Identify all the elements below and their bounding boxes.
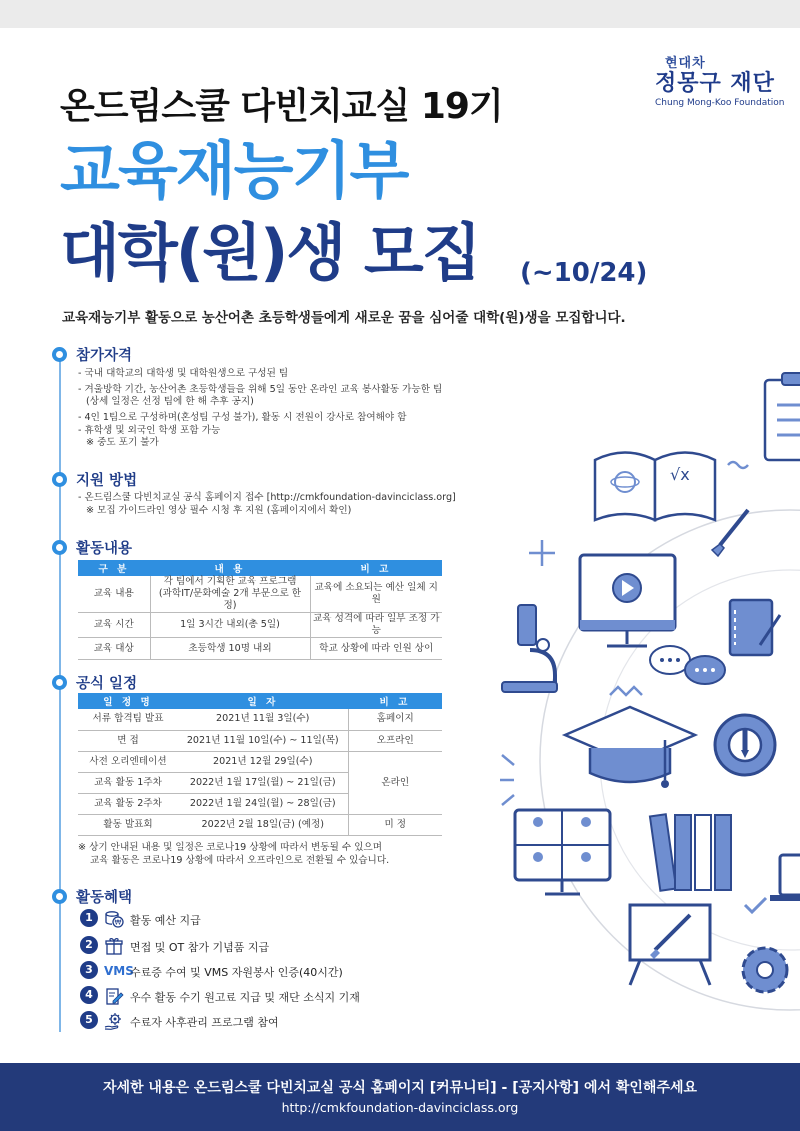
video-conference-icon bbox=[515, 810, 610, 894]
section-dot-icon bbox=[52, 472, 67, 487]
wave-decor bbox=[728, 462, 748, 468]
benefit-text: 활동 예산 지급 bbox=[130, 914, 201, 927]
section-title: 공식 일정 bbox=[76, 676, 138, 692]
section-title: 지원 방법 bbox=[76, 473, 138, 489]
graduation-cap-icon bbox=[565, 707, 695, 788]
table-cell: 면 접 bbox=[78, 730, 178, 751]
eligibility-item: - 4인 1팀으로 구성하며(혼성팀 구성 불가), 활동 시 전원이 강사로 참여해야 함 bbox=[78, 412, 407, 423]
eligibility-item: (상세 일정은 선정 팀에 한 해 추후 공지) bbox=[86, 396, 254, 407]
top-band bbox=[0, 0, 800, 28]
table-row bbox=[78, 730, 442, 751]
notebook-icon bbox=[730, 600, 780, 655]
section-title: 활동혜택 bbox=[76, 890, 133, 906]
table-cell: 오프라인 bbox=[348, 730, 442, 751]
vms-label: VMS bbox=[104, 964, 134, 978]
table-cell: 교육 대상 bbox=[78, 638, 150, 660]
eligibility-item: - 국내 대학교의 대학생 및 대학원생으로 구성된 팀 bbox=[78, 368, 289, 379]
apply-item: - 온드림스쿨 다빈치교실 공식 홈페이지 접수 [http://cmkfoundation-davinciclass.org] bbox=[78, 492, 456, 503]
apply-item: ※ 모집 가이드라인 영상 필수 시청 후 지원 (홈페이지에서 확인) bbox=[86, 505, 352, 516]
education-illustration bbox=[490, 360, 800, 1060]
schedule-table bbox=[78, 693, 442, 836]
table-cell: 사전 오리엔테이션 bbox=[78, 751, 178, 772]
foundation-logo bbox=[655, 52, 784, 108]
benefit-text: 면접 및 OT 참가 기념품 지급 bbox=[130, 941, 270, 954]
logo-line1: 현대차 bbox=[665, 56, 706, 71]
settings-gear-pencil-icon bbox=[715, 715, 775, 775]
benefit-number: 4 bbox=[80, 986, 98, 1004]
benefit-number: 5 bbox=[80, 1011, 98, 1029]
table-cell: 교육 성격에 따라 일부 조정 가능 bbox=[310, 613, 442, 638]
gear-icon bbox=[743, 948, 787, 992]
open-book-icon bbox=[595, 453, 715, 521]
deadline: (~10/24) bbox=[520, 258, 648, 288]
table-cell: 교육에 소요되는 예산 일체 지원 bbox=[310, 576, 442, 613]
schedule-note: 교육 활동은 코로나19 상황에 따라서 오프라인으로 전환될 수 있습니다. bbox=[90, 855, 390, 866]
headline-main-2: 대학(원)생 모집 bbox=[60, 216, 480, 289]
table-cell: 교육 시간 bbox=[78, 613, 150, 638]
easel-board-icon bbox=[630, 905, 710, 985]
money-coins-icon bbox=[104, 909, 124, 929]
edit-note-icon bbox=[104, 986, 124, 1006]
zigzag-decor bbox=[610, 687, 642, 695]
activity-table bbox=[78, 560, 442, 660]
table-cell: 2021년 12월 29일(수) bbox=[178, 751, 348, 772]
table-cell: 교육 활동 2주차 bbox=[78, 793, 178, 814]
table-row bbox=[78, 613, 442, 638]
table-header: 비 고 bbox=[348, 693, 442, 709]
benefit-text: 우수 활동 수기 원고료 지급 및 재단 소식지 기재 bbox=[130, 991, 360, 1004]
table-cell: 초등학생 10명 내외 bbox=[150, 638, 310, 660]
eligibility-item: - 겨울방학 기간, 농산어촌 초등학생들을 위해 5일 동안 온라인 교육 봉사활동 가능한 팀 bbox=[78, 384, 443, 395]
table-cell: 2022년 1월 17일(월) ~ 21일(금) bbox=[178, 772, 348, 793]
table-cell: 2021년 11월 10일(수) ~ 11일(목) bbox=[178, 730, 348, 751]
table-cell: 홈페이지 bbox=[348, 709, 442, 730]
benefit-text: 수료자 사후관리 프로그램 참여 bbox=[130, 1016, 279, 1029]
section-dot-icon bbox=[52, 347, 67, 362]
table-row bbox=[78, 576, 442, 613]
section-dot-icon bbox=[52, 540, 67, 555]
logo-line2: 정몽구 재단 bbox=[655, 71, 775, 96]
table-header-row bbox=[78, 560, 442, 576]
footer-notice: 자세한 내용은 온드림스쿨 다빈치교실 공식 홈페이지 [커뮤니티] - [공지사항] 에서 확인해주세요 bbox=[102, 1080, 698, 1096]
section-title: 참가자격 bbox=[76, 348, 133, 364]
program-name: 온드림스쿨 다빈치교실 19기 bbox=[60, 86, 503, 127]
table-cell bbox=[150, 576, 310, 613]
schedule-note: ※ 상기 안내된 내용 및 일정은 코로나19 상황에 따라서 변동될 수 있으며 bbox=[78, 842, 383, 853]
table-cell: 교육 내용 bbox=[78, 576, 150, 613]
gift-icon bbox=[104, 936, 124, 956]
table-cell: 온라인 bbox=[348, 751, 442, 814]
footer-url: http://cmkfoundation-davinciclass.org bbox=[281, 1100, 519, 1115]
cell-line: 각 팀에서 기획한 교육 프로그램 bbox=[163, 576, 297, 587]
video-monitor-icon bbox=[580, 555, 675, 646]
clipboard-icon bbox=[765, 373, 800, 460]
table-cell: 활동 발표회 bbox=[78, 814, 178, 835]
table-cell: 1일 3시간 내외(총 5일) bbox=[150, 613, 310, 638]
table-row bbox=[78, 751, 442, 772]
table-cell: 2022년 1월 24일(월) ~ 28일(금) bbox=[178, 793, 348, 814]
care-gear-icon bbox=[104, 1011, 124, 1031]
microscope-icon bbox=[502, 605, 557, 692]
table-cell: 학교 상황에 따라 인원 상이 bbox=[310, 638, 442, 660]
table-row bbox=[78, 709, 442, 730]
benefit-number: 2 bbox=[80, 936, 98, 954]
table-header: 일 자 bbox=[178, 693, 348, 709]
plus-decor bbox=[529, 540, 555, 566]
eligibility-item: ※ 중도 포기 불가 bbox=[86, 437, 159, 448]
table-cell: 미 정 bbox=[348, 814, 442, 835]
table-cell: 2022년 2월 18일(금) (예정) bbox=[178, 814, 348, 835]
section-dot-icon bbox=[52, 675, 67, 690]
table-header: 일 정 명 bbox=[78, 693, 178, 709]
books-icon bbox=[650, 814, 731, 890]
benefit-number: 3 bbox=[80, 961, 98, 979]
headline-main-1: 교육재능기부 bbox=[60, 134, 408, 207]
cell-line: (과학IT/문화예술 2개 부문으로 한정) bbox=[158, 588, 302, 611]
table-cell: 서류 합격팀 발표 bbox=[78, 709, 178, 730]
table-row bbox=[78, 814, 442, 835]
table-cell: 2021년 11월 3일(수) bbox=[178, 709, 348, 730]
logo-line3: Chung Mong-Koo Foundation bbox=[655, 98, 785, 108]
footer-banner bbox=[0, 1063, 800, 1131]
laptop-icon bbox=[770, 855, 800, 901]
table-header: 내 용 bbox=[150, 560, 310, 576]
table-header: 구 분 bbox=[78, 560, 150, 576]
svg-text:₩: ₩ bbox=[114, 918, 122, 927]
table-header: 비 고 bbox=[310, 560, 442, 576]
eligibility-item: - 휴학생 및 외국인 학생 포함 가능 bbox=[78, 425, 221, 436]
chat-bubble-icon bbox=[650, 646, 725, 684]
sparkle-decor bbox=[500, 755, 514, 805]
table-cell: 교육 활동 1주차 bbox=[78, 772, 178, 793]
check-decor bbox=[745, 898, 766, 912]
timeline-line bbox=[59, 352, 61, 1032]
section-dot-icon bbox=[52, 889, 67, 904]
intro-text: 교육재능기부 활동으로 농산어촌 초등학생들에게 새로운 꿈을 심어줄 대학(원)생을 모집합니다. bbox=[62, 310, 626, 326]
benefit-text: 수료증 수여 및 VMS 자원봉사 인증(40시간) bbox=[130, 966, 343, 979]
benefit-number: 1 bbox=[80, 909, 98, 927]
table-row bbox=[78, 638, 442, 660]
table-header-row bbox=[78, 693, 442, 709]
svg-text:√x: √x bbox=[670, 465, 690, 484]
section-title: 활동내용 bbox=[76, 541, 133, 557]
